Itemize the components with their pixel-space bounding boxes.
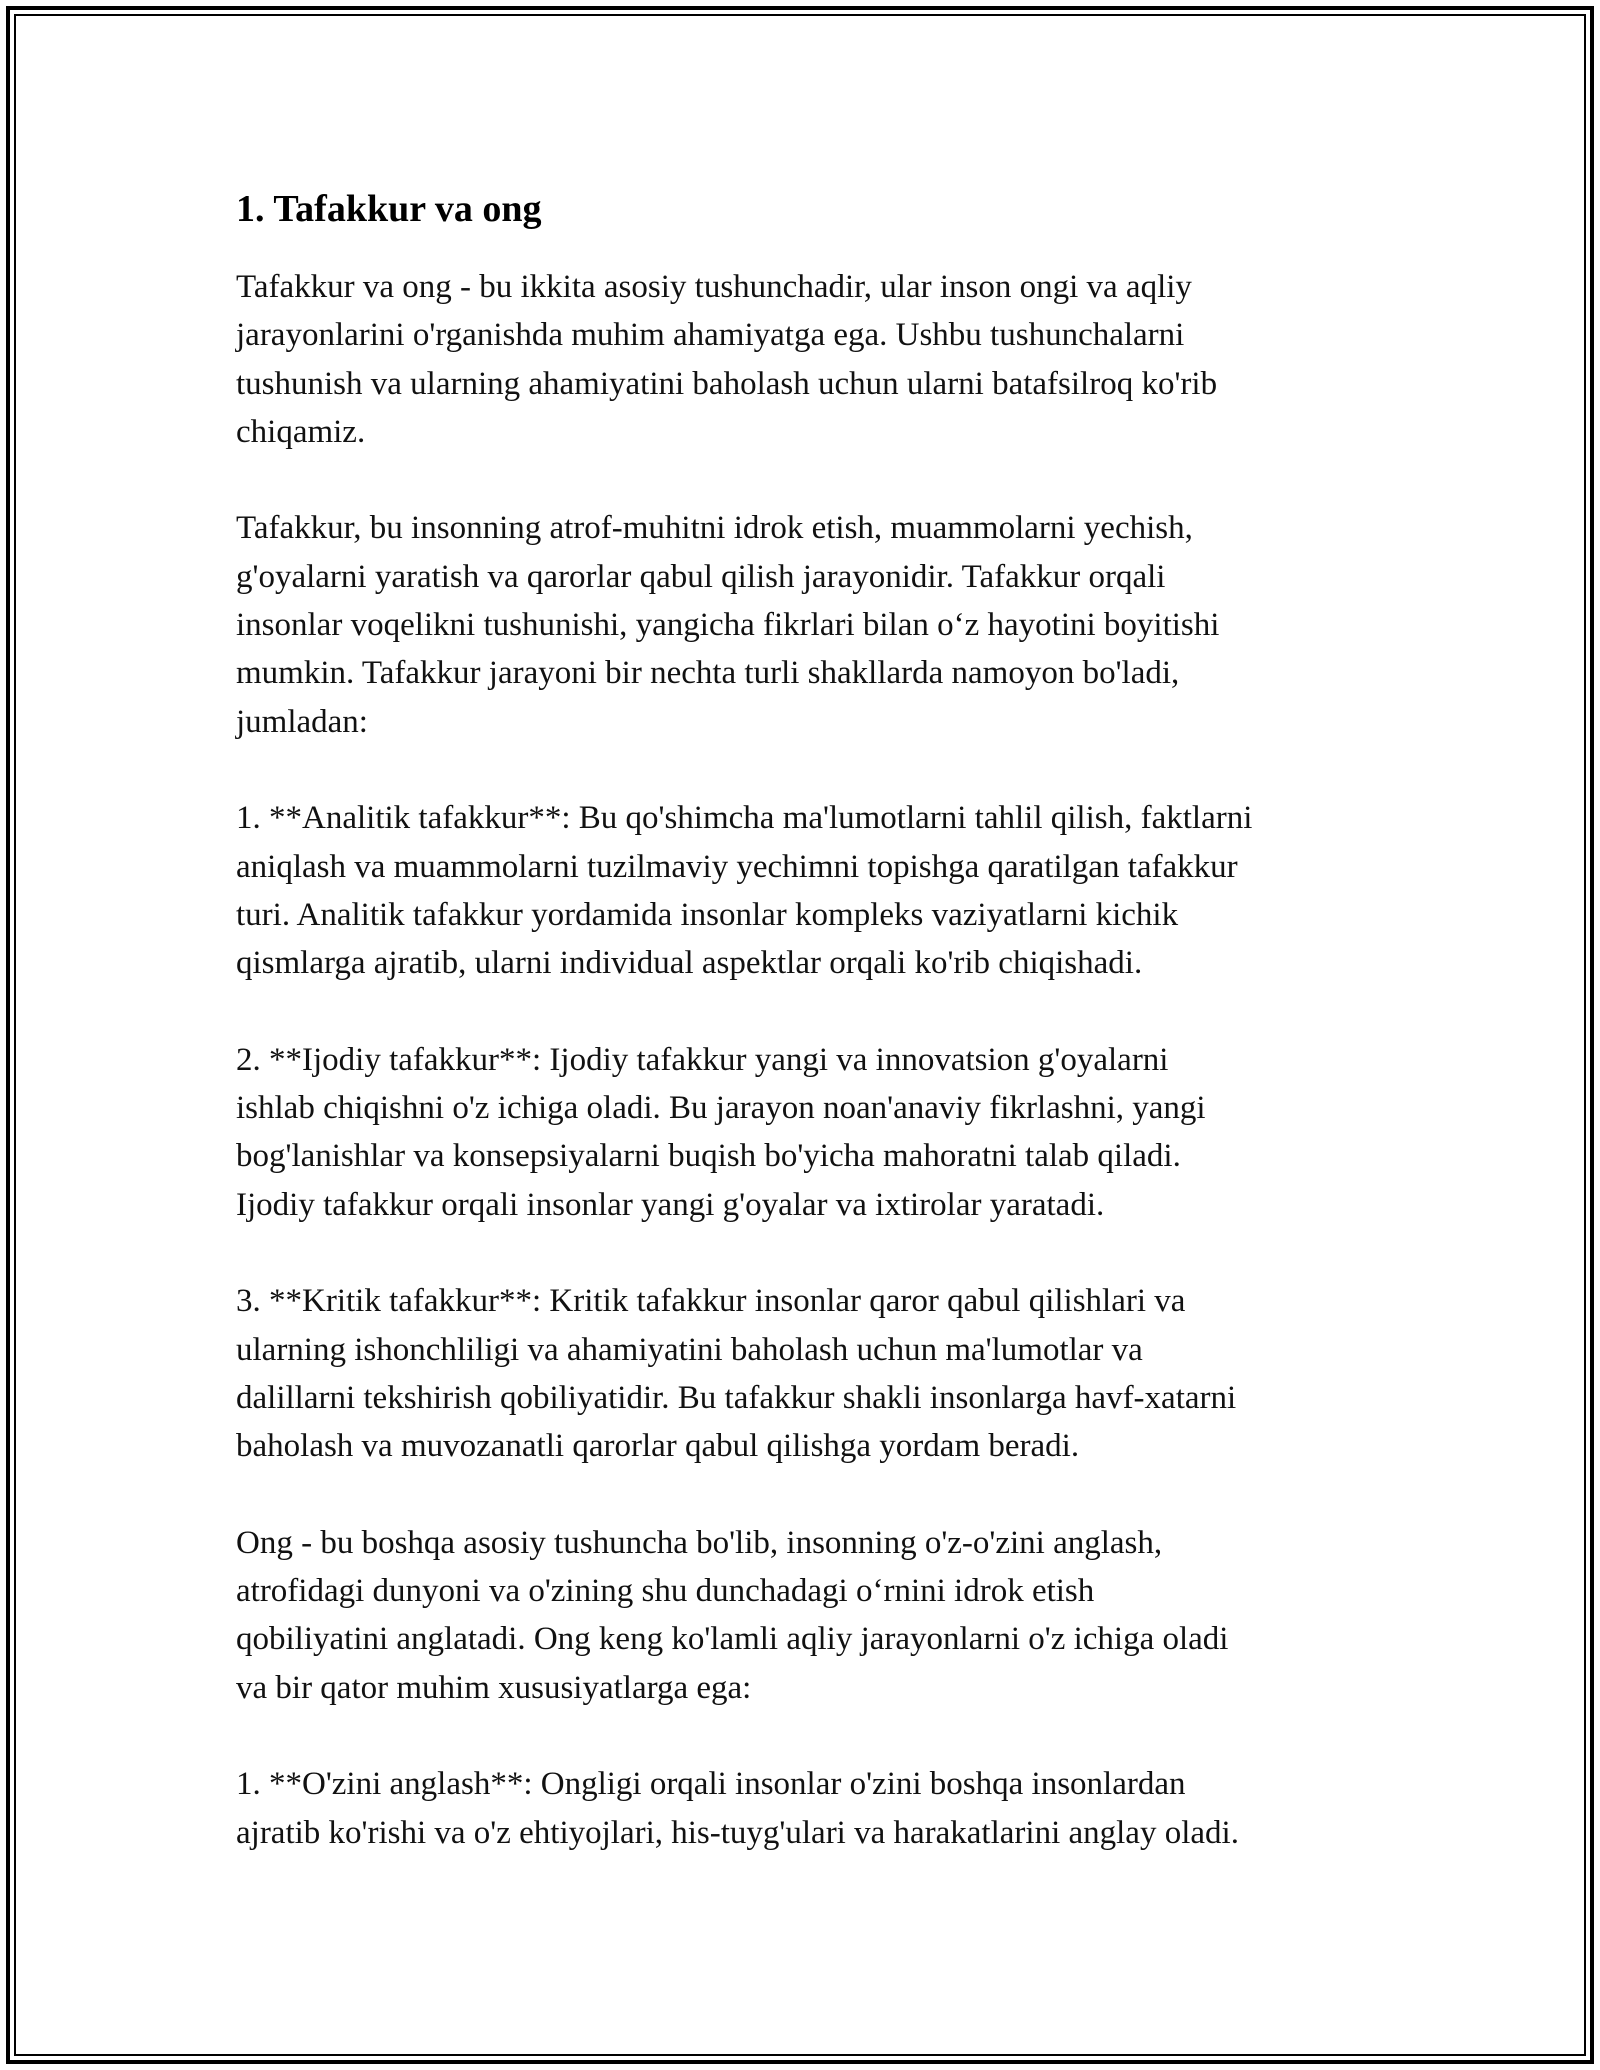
text-line: bog'lanishlar va konsepsiyalarni buqish bo'yicha mahoratni talab qiladi. [236,1138,1181,1175]
text-line: tushunish va ularning ahamiyatini baholash uchun ularni batafsilroq ko'rib [236,365,1218,402]
paragraph [236,1760,1376,1857]
text-line: atrofidagi dunyoni va o'zining shu dunchadagi o‘rnini idrok etish [236,1573,1095,1610]
paragraph [236,263,1376,456]
text-line: baholash va muvozanatli qarorlar qabul qilishga yordam beradi. [236,1428,1080,1465]
text-line: mumkin. Tafakkur jarayoni bir nechta turli shakllarda namoyon bo'ladi, [236,655,1180,692]
paragraph [236,1036,1376,1229]
text-line: Tafakkur va ong - bu ikkita asosiy tushunchadir, ular inson ongi va aqliy [236,269,1192,305]
text-line: Ong - bu boshqa asosiy tushuncha bo'lib, insonning o'z-o'zini anglash, [236,1524,1163,1561]
text-line: 2. **Ijodiy tafakkur**: Ijodiy tafakkur yangi va innovatsion g'oyalarni [236,1041,1169,1078]
text-line: ishlab chiqishni o'z ichiga oladi. Bu jarayon noan'anaviy fikrlashni, yangi [236,1090,1206,1127]
text-line: insonlar voqelikni tushunishi, yangicha fikrlari bilan o‘z hayotini boyitishi [236,607,1220,644]
text-line: jumladan: [236,703,368,740]
paragraph [236,504,1376,745]
text-line: jarayonlarini o'rganishda muhim ahamiyatga ega. Ushbu tushunchalarni [236,317,1185,354]
section-heading: 1. Tafakkur va ong [236,188,542,230]
document-body [236,185,1376,1905]
text-line: chiqamiz. [236,413,366,450]
text-line: ularning ishonchliligi va ahamiyatini baholash uchun ma'lumotlar va [236,1331,1143,1368]
text-line: g'oyalarni yaratish va qarorlar qabul qilish jarayonidir. Tafakkur orqali [236,558,1166,595]
paragraph [236,794,1376,987]
paragraph [236,1519,1376,1712]
text-line: va bir qator muhim xususiyatlarga ega: [236,1669,752,1706]
text-line: 1. **Analitik tafakkur**: Bu qo'shimcha ma'lumotlarni tahlil qilish, faktlarni [236,800,1253,837]
text-line: Ijodiy tafakkur orqali insonlar yangi g'oyalar va ixtirolar yaratadi. [236,1186,1105,1223]
text-line: aniqlash va muammolarni tuzilmaviy yechimni topishga qaratilgan tafakkur [236,848,1238,885]
text-line: 3. **Kritik tafakkur**: Kritik tafakkur insonlar qaror qabul qilishlari va [236,1283,1186,1320]
text-line: ajratib ko'rishi va o'z ehtiyojlari, his-tuyg'ulari va harakatlarini anglay oladi. [236,1814,1239,1851]
paragraph [236,1277,1376,1470]
text-line: Tafakkur, bu insonning atrof-muhitni idrok etish, muammolarni yechish, [236,510,1193,547]
text-line: qobiliyatini anglatadi. Ong keng ko'lamli aqliy jarayonlarni o'z ichiga oladi [236,1621,1229,1658]
text-line: turi. Analitik tafakkur yordamida insonlar kompleks vaziyatlarni kichik [236,896,1179,933]
paragraph-list [236,263,1376,1857]
text-line: 1. **O'zini anglash**: Ongligi orqali insonlar o'zini boshqa insonlardan [236,1766,1186,1803]
text-line: qismlarga ajratib, ularni individual aspektlar orqali ko'rib chiqishadi. [236,945,1143,982]
text-line: dalillarni tekshirish qobiliyatidir. Bu tafakkur shakli insonlarga havf-xatarni [236,1379,1237,1416]
